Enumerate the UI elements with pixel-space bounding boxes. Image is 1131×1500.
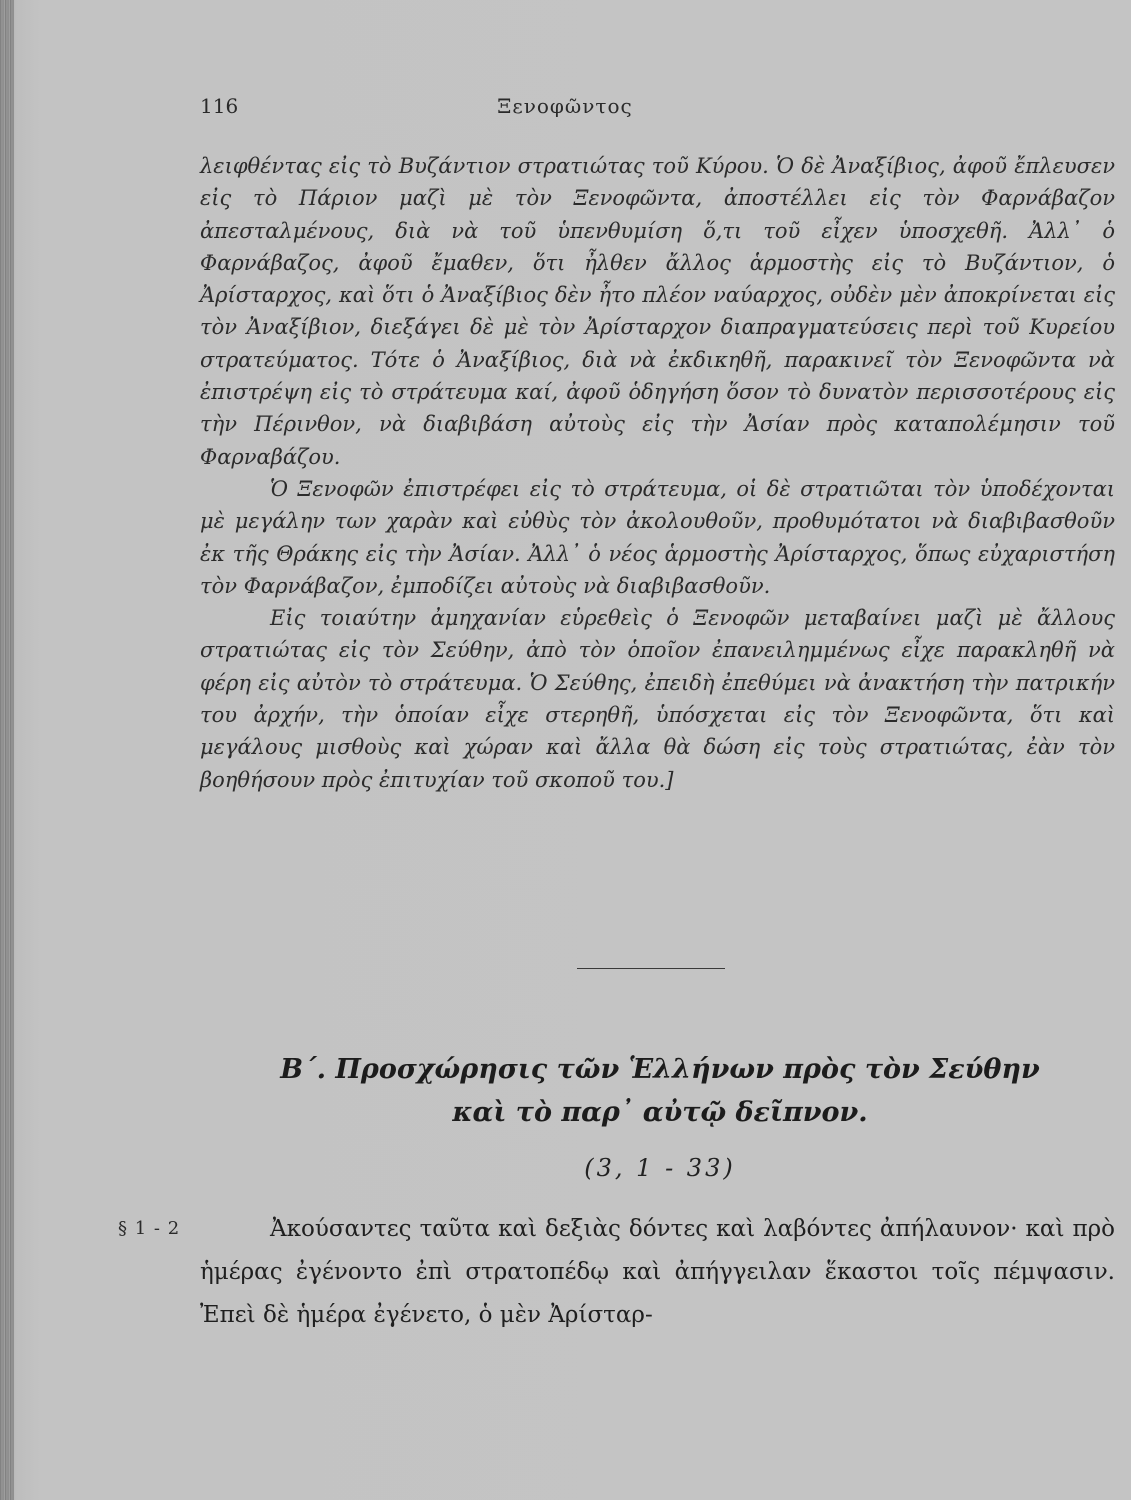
section-heading-line-1: Β΄. Προσχώρησις τῶν Ἑλλήνων πρὸς τὸν Σεύθην: [280, 1054, 1040, 1085]
summary-paragraph-3: Εἰς τοιαύτην ἀμηχανίαν εὑρεθεὶς ὁ Ξενοφῶν μεταβαίνει μαζὶ μὲ ἄλλους στρατιώτας εἰς τὸν Σεύθην, ἀπὸ τὸν ὁποῖον ἐπανειλημμένως εἶχε παρακληθῆ νὰ φέρη εἰς αὐτὸν τὸ στράτευμα. Ὁ Σεύθης, ἐπειδὴ ἐπεθύμει νὰ ἀνακτήση τὴν πατρικήν του ἀρχήν, τὴν ὁποίαν εἶχε στερηθῆ, ὑπόσχεται εἰς τὸν Ξενοφῶντα, ὅτι καὶ μεγάλους μισθοὺς καὶ χώραν καὶ ἄλλα θὰ δώση εἰς τοὺς στρατιώτας, ἐὰν τὸν βοηθήσουν πρὸς ἐπιτυχίαν τοῦ σκοποῦ του.]: [200, 606, 1115, 792]
section-heading: [240, 1048, 1080, 1134]
greek-body-text: [200, 1208, 1115, 1337]
page-number: 116: [200, 94, 239, 118]
body-paragraph: Ἀκούσαντες ταῦτα καὶ δεξιὰς δόντες καὶ λαβόντες ἀπήλαυνον· καὶ πρὸ ἡμέρας ἐγένοντο ἐπὶ στρατοπέδῳ καὶ ἀπήγγειλαν ἕκαστοι τοῖς πέμψασιν. Ἐπεὶ δὲ ἡμέρα ἐγένετο, ὁ μὲν Ἀρίσταρ-: [200, 1216, 1115, 1328]
running-title: Ξενοφῶντος: [497, 94, 633, 118]
margin-paragraph-ref: § 1 - 2: [118, 1218, 181, 1239]
summary-paragraph-1: λειφθέντας εἰς τὸ Βυζάντιον στρατιώτας τοῦ Κύρου. Ὁ δὲ Ἀναξίβιος, ἀφοῦ ἔπλευσεν εἰς τὸ Πάριον μαζὶ μὲ τὸν Ξενοφῶντα, ἀποστέλλει εἰς τὸν Φαρνάβαζον ἀπεσταλμένους, διὰ νὰ τοῦ ὑπενθυμίση ὅ,τι τοῦ εἶχεν ὑποσχεθῆ. Ἀλλ᾽ ὁ Φαρνάβαζος, ἀφοῦ ἔμαθεν, ὅτι ἦλθεν ἄλλος ἁρμοστὴς εἰς τὸ Βυζάντιον, ὁ Ἀρίσταρχος, καὶ ὅτι ὁ Ἀναξίβιος δὲν ἦτο πλέον ναύαρχος, οὐδὲν μὲν ἀποκρίνεται εἰς τὸν Ἀναξίβιον, διεξάγει δὲ μὲ τὸν Ἀρίσταρχον διαπραγματεύσεις περὶ τοῦ Κυρείου στρατεύματος. Τότε ὁ Ἀναξίβιος, διὰ νὰ ἐκδικηθῆ, παρακινεῖ τὸν Ξενοφῶντα νὰ ἐπιστρέψη εἰς τὸ στράτευμα καί, ἀφοῦ ὁδηγήση ὅσον τὸ δυνατὸν περισσοτέρους εἰς τὴν Πέρινθον, νὰ διαβιβάση αὐτοὺς εἰς τὴν Ἀσίαν πρὸς καταπολέμησιν τοῦ Φαρναβάζου.: [200, 154, 1115, 469]
summary-paragraph-2: Ὁ Ξενοφῶν ἐπιστρέφει εἰς τὸ στράτευμα, οἱ δὲ στρατιῶται τὸν ὑποδέχονται μὲ μεγάλην των χαρὰν καὶ εὐθὺς τὸν ἀκολουθοῦν, προθυμότατοι νὰ διαβιβασθοῦν ἐκ τῆς Θράκης εἰς τὴν Ἀσίαν. Ἀλλ᾽ ὁ νέος ἁρμοστὴς Ἀρίσταρχος, ὅπως εὐχαριστήση τὸν Φαρνάβαζον, ἐμποδίζει αὐτοὺς νὰ διαβιβασθοῦν.: [200, 476, 1115, 598]
section-divider: [577, 968, 725, 969]
page-header: [200, 94, 1120, 124]
section-heading-line-2: καὶ τὸ παρ᾽ αὐτῷ δεῖπνον.: [452, 1097, 868, 1128]
summary-block: [200, 150, 1115, 796]
page-spine-edge: [0, 0, 14, 1500]
section-reference: (3, 1 - 33): [584, 1154, 736, 1182]
